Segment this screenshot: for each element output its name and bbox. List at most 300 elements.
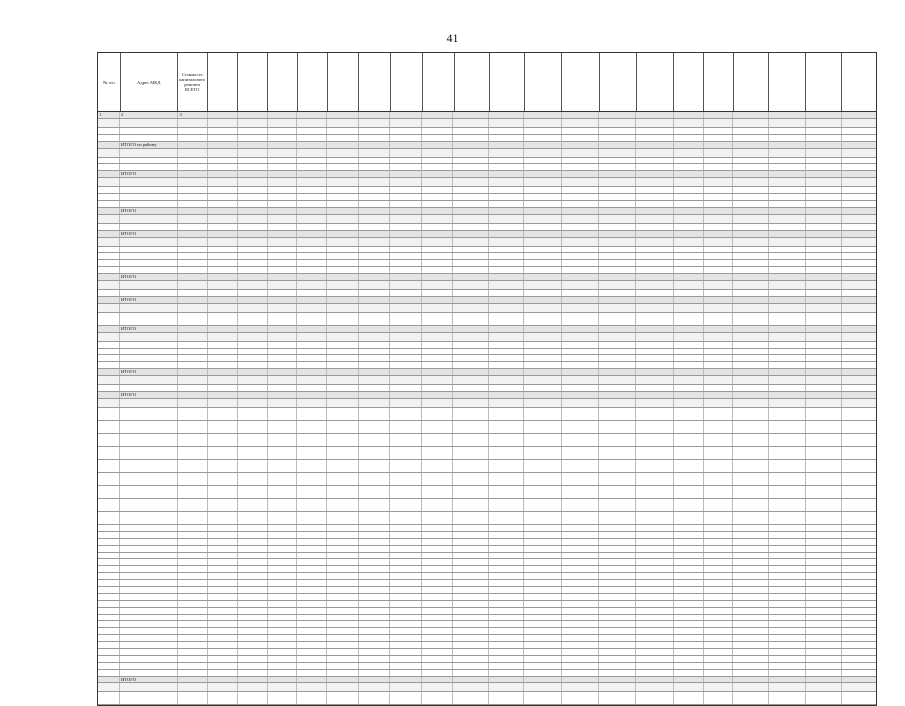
table-cell: [636, 149, 673, 157]
table-cell: [489, 539, 524, 545]
table-cell: [636, 171, 673, 177]
table-cell: [208, 434, 238, 446]
table-cell: [524, 208, 561, 214]
table-cell: [704, 142, 734, 148]
table-cell: [98, 178, 120, 186]
table-cell: [98, 421, 120, 433]
table-cell: [674, 376, 704, 384]
table-row: [98, 290, 876, 297]
table-cell: [636, 587, 673, 593]
table-cell: [120, 447, 178, 459]
table-cell: [327, 670, 359, 676]
table-cell: [562, 135, 599, 141]
table-cell: [842, 499, 876, 511]
table-cell: [238, 313, 268, 325]
table-cell: [238, 539, 268, 545]
table-cell: [733, 304, 768, 312]
table-cell: [327, 692, 359, 704]
table-cell: [524, 385, 561, 391]
table-cell: [178, 608, 208, 614]
table-cell: [327, 342, 359, 348]
table-cell: [489, 628, 524, 634]
table-cell: [297, 635, 327, 641]
table-cell: [599, 460, 636, 472]
table-cell: [489, 267, 524, 273]
table-cell: [599, 342, 636, 348]
table-cell: [268, 663, 298, 669]
table-cell: [704, 677, 734, 683]
table-cell: [806, 267, 841, 273]
table-cell: [359, 677, 391, 683]
table-cell: [842, 313, 876, 325]
table-cell: [489, 247, 524, 253]
table-cell: [674, 532, 704, 538]
table-cell: [636, 635, 673, 641]
table-cell: [489, 553, 524, 559]
table-cell: [806, 683, 841, 691]
table-cell: [636, 566, 673, 572]
table-cell: [98, 164, 120, 170]
table-cell: [524, 158, 561, 164]
table-cell: [733, 615, 768, 621]
table-cell: [178, 238, 208, 246]
table-cell: [636, 247, 673, 253]
column-header: [842, 53, 876, 111]
table-cell: [120, 546, 178, 552]
table-row: [98, 267, 876, 274]
table-cell: [562, 376, 599, 384]
table-cell: [636, 553, 673, 559]
table-cell: [359, 333, 391, 341]
table-cell: [524, 649, 561, 655]
table-cell: [453, 112, 488, 118]
section-heading-row: [98, 683, 876, 692]
table-row: [98, 532, 876, 539]
table-cell: [769, 566, 806, 572]
table-cell: [806, 171, 841, 177]
table-cell: [453, 297, 488, 303]
table-cell: [524, 580, 561, 586]
table-cell: [120, 692, 178, 704]
table-cell: [674, 649, 704, 655]
table-cell: [674, 539, 704, 545]
table-cell: [453, 215, 488, 223]
table-cell: [327, 656, 359, 662]
table-cell: [453, 201, 488, 207]
table-cell: [120, 290, 178, 296]
table-cell: [489, 408, 524, 420]
table-cell: [98, 142, 120, 148]
table-cell: [489, 683, 524, 691]
table-cell: [842, 621, 876, 627]
table-cell: [98, 392, 120, 398]
table-cell: [704, 566, 734, 572]
column-header: [391, 53, 423, 111]
subtotal-row: [98, 112, 876, 119]
table-cell: [120, 594, 178, 600]
table-cell: [359, 376, 391, 384]
table-cell: [98, 158, 120, 164]
table-cell: [562, 608, 599, 614]
table-cell: [524, 587, 561, 593]
table-cell: [390, 178, 422, 186]
table-cell: [769, 342, 806, 348]
column-header: [423, 53, 455, 111]
table-cell: [422, 601, 454, 607]
table-cell: [599, 546, 636, 552]
table-cell: [359, 164, 391, 170]
table-cell: [842, 247, 876, 253]
table-cell: [489, 656, 524, 662]
table-cell: [769, 142, 806, 148]
table-cell: [636, 128, 673, 134]
table-cell: [806, 362, 841, 368]
table-cell: [238, 267, 268, 273]
table-cell: [562, 290, 599, 296]
table-cell: [453, 601, 488, 607]
table-cell: [599, 385, 636, 391]
table-cell: [489, 447, 524, 459]
table-cell: [806, 553, 841, 559]
table-cell: [359, 601, 391, 607]
table-cell: [636, 621, 673, 627]
table-cell: [422, 385, 454, 391]
table-cell: [524, 408, 561, 420]
table-cell: [524, 281, 561, 289]
table-cell: [562, 253, 599, 259]
table-cell: [599, 260, 636, 266]
table-cell: [806, 392, 841, 398]
table-cell: [562, 635, 599, 641]
table-cell: [453, 642, 488, 648]
table-cell: [524, 670, 561, 676]
table-cell: [842, 587, 876, 593]
table-cell: [599, 208, 636, 214]
table-cell: [120, 512, 178, 524]
table-cell: [599, 677, 636, 683]
table-cell: [733, 663, 768, 669]
table-cell: [636, 326, 673, 332]
table-cell: [599, 656, 636, 662]
table-cell: [769, 615, 806, 621]
table-cell: [453, 164, 488, 170]
table-cell: [769, 499, 806, 511]
table-cell: [422, 392, 454, 398]
table-cell: [636, 135, 673, 141]
table-cell: [359, 385, 391, 391]
table-cell: [98, 460, 120, 472]
table-cell: [208, 201, 238, 207]
table-cell: [359, 553, 391, 559]
table-cell: [806, 692, 841, 704]
table-cell: [704, 349, 734, 355]
table-cell: [769, 194, 806, 200]
table-cell: [390, 692, 422, 704]
table-cell: [453, 342, 488, 348]
table-cell: [178, 635, 208, 641]
table-cell: [733, 683, 768, 691]
table-cell: [733, 376, 768, 384]
table-cell: [769, 399, 806, 407]
table-cell: [268, 238, 298, 246]
table-cell: [704, 670, 734, 676]
table-row: [98, 194, 876, 201]
table-cell: [390, 215, 422, 223]
table-cell: [453, 149, 488, 157]
table-cell: [704, 149, 734, 157]
table-cell: [359, 342, 391, 348]
table-cell: [238, 385, 268, 391]
table-cell: [327, 231, 359, 237]
table-cell: [806, 573, 841, 579]
table-cell: [297, 486, 327, 498]
table-cell: [178, 594, 208, 600]
table-cell: [636, 615, 673, 621]
table-cell: [636, 385, 673, 391]
table-cell: [178, 621, 208, 627]
table-cell: [238, 434, 268, 446]
table-cell: [268, 512, 298, 524]
table-cell: [297, 355, 327, 361]
table-cell: [733, 399, 768, 407]
table-cell: [562, 119, 599, 127]
table-cell: [599, 128, 636, 134]
table-cell: [842, 112, 876, 118]
table-cell: [842, 434, 876, 446]
table-cell: [806, 355, 841, 361]
table-cell: [636, 274, 673, 280]
table-cell: [733, 128, 768, 134]
table-cell: [489, 573, 524, 579]
table-cell: [599, 187, 636, 193]
table-cell: [208, 342, 238, 348]
table-cell: [297, 215, 327, 223]
table-cell: [390, 587, 422, 593]
table-cell: [390, 628, 422, 634]
table-cell: [769, 355, 806, 361]
table-cell: [842, 369, 876, 375]
table-cell: [733, 628, 768, 634]
table-cell: [327, 128, 359, 134]
table-cell: [806, 142, 841, 148]
table-cell: [806, 408, 841, 420]
table-cell: [390, 281, 422, 289]
table-cell: [359, 573, 391, 579]
table-cell: [704, 539, 734, 545]
table-cell: [422, 274, 454, 280]
table-cell: [98, 349, 120, 355]
table-cell: [359, 594, 391, 600]
table-cell: [842, 187, 876, 193]
table-row: [98, 355, 876, 362]
table-cell: [208, 112, 238, 118]
table-cell: [422, 692, 454, 704]
table-cell: [769, 532, 806, 538]
table-cell: [120, 281, 178, 289]
table-cell: [327, 566, 359, 572]
table-cell: [733, 164, 768, 170]
table-cell: [769, 594, 806, 600]
table-cell: [390, 362, 422, 368]
table-cell: [769, 525, 806, 531]
table-cell: [268, 635, 298, 641]
table-cell: [327, 385, 359, 391]
table-cell: [268, 355, 298, 361]
table-cell: [98, 642, 120, 648]
table-cell: [674, 253, 704, 259]
table-cell: [769, 635, 806, 641]
table-cell: [704, 692, 734, 704]
table-cell: [238, 247, 268, 253]
table-cell: [562, 628, 599, 634]
table-cell: [98, 281, 120, 289]
table-cell: [806, 260, 841, 266]
table-cell: [327, 201, 359, 207]
table-cell: [268, 224, 298, 230]
table-cell: [704, 546, 734, 552]
table-cell: [704, 499, 734, 511]
table-cell: [297, 512, 327, 524]
table-cell: [178, 304, 208, 312]
table-cell: [178, 656, 208, 662]
table-cell: [422, 260, 454, 266]
table-cell: [390, 313, 422, 325]
table-cell: [120, 635, 178, 641]
table-row: [98, 247, 876, 254]
table-cell: [422, 580, 454, 586]
table-cell: [268, 546, 298, 552]
table-cell: [178, 573, 208, 579]
table-cell: [422, 290, 454, 296]
table-cell: [98, 692, 120, 704]
table-cell: [390, 231, 422, 237]
table-cell: [489, 215, 524, 223]
table-cell: [704, 434, 734, 446]
table-cell: [422, 587, 454, 593]
table-cell: [178, 281, 208, 289]
cell-text: ИТОГО: [121, 369, 136, 375]
table-cell: [842, 525, 876, 531]
table-cell: [674, 512, 704, 524]
table-cell: [733, 149, 768, 157]
table-cell: [178, 460, 208, 472]
table-cell: [733, 486, 768, 498]
table-cell: [769, 304, 806, 312]
table-cell: [733, 135, 768, 141]
table-cell: [562, 142, 599, 148]
table-cell: [524, 512, 561, 524]
table-cell: [422, 421, 454, 433]
table-cell: [422, 553, 454, 559]
table-cell: [98, 532, 120, 538]
table-cell: [489, 460, 524, 472]
table-cell: [120, 460, 178, 472]
table-cell: [806, 112, 841, 118]
table-cell: [842, 392, 876, 398]
table-cell: [120, 649, 178, 655]
table-cell: [359, 267, 391, 273]
table-cell: [674, 553, 704, 559]
table-cell: [806, 635, 841, 641]
table-cell: [599, 635, 636, 641]
table-cell: [636, 601, 673, 607]
table-cell: [674, 112, 704, 118]
table-cell: [422, 355, 454, 361]
table-cell: [297, 194, 327, 200]
table-cell: [453, 128, 488, 134]
table-cell: [327, 615, 359, 621]
table-cell: [297, 260, 327, 266]
table-cell: [327, 628, 359, 634]
table-cell: [422, 313, 454, 325]
table-cell: [268, 559, 298, 565]
table-cell: [524, 119, 561, 127]
table-cell: [390, 224, 422, 230]
table-cell: [674, 594, 704, 600]
table-row: [98, 135, 876, 142]
table-cell: [524, 635, 561, 641]
column-header: Стоимость капитального ремонта ВСЕГО: [178, 53, 208, 111]
table-cell: [327, 392, 359, 398]
table-cell: [422, 142, 454, 148]
table-cell: [359, 112, 391, 118]
table-cell: [453, 135, 488, 141]
table-cell: [178, 326, 208, 332]
page-number: 41: [446, 31, 459, 45]
table-cell: [489, 297, 524, 303]
table-cell: [453, 304, 488, 312]
table-cell: [268, 677, 298, 683]
table-cell: [422, 532, 454, 538]
table-row: [98, 187, 876, 194]
table-cell: [297, 201, 327, 207]
table-row: [98, 385, 876, 392]
column-header: [490, 53, 525, 111]
table-cell: [733, 608, 768, 614]
table-cell: [562, 128, 599, 134]
table-cell: [208, 663, 238, 669]
table-cell: [562, 231, 599, 237]
table-cell: [359, 201, 391, 207]
table-cell: [489, 473, 524, 485]
table-cell: [453, 539, 488, 545]
table-cell: [562, 553, 599, 559]
table-cell: [733, 333, 768, 341]
table-cell: [524, 274, 561, 280]
table-cell: [422, 460, 454, 472]
table-cell: [674, 260, 704, 266]
table-cell: [489, 194, 524, 200]
table-cell: [562, 642, 599, 648]
table-cell: [769, 587, 806, 593]
table-cell: [806, 642, 841, 648]
table-cell: [674, 460, 704, 472]
table-cell: [359, 683, 391, 691]
table-cell: [238, 421, 268, 433]
table-cell: [268, 128, 298, 134]
table-cell: [524, 149, 561, 157]
table-cell: [674, 119, 704, 127]
table-cell: [674, 408, 704, 420]
table-cell: [238, 171, 268, 177]
table-cell: [733, 119, 768, 127]
table-cell: [98, 376, 120, 384]
table-cell: [806, 281, 841, 289]
table-cell: [208, 224, 238, 230]
cell-text: 2: [121, 112, 124, 117]
table-cell: [599, 297, 636, 303]
table-cell: [359, 119, 391, 127]
